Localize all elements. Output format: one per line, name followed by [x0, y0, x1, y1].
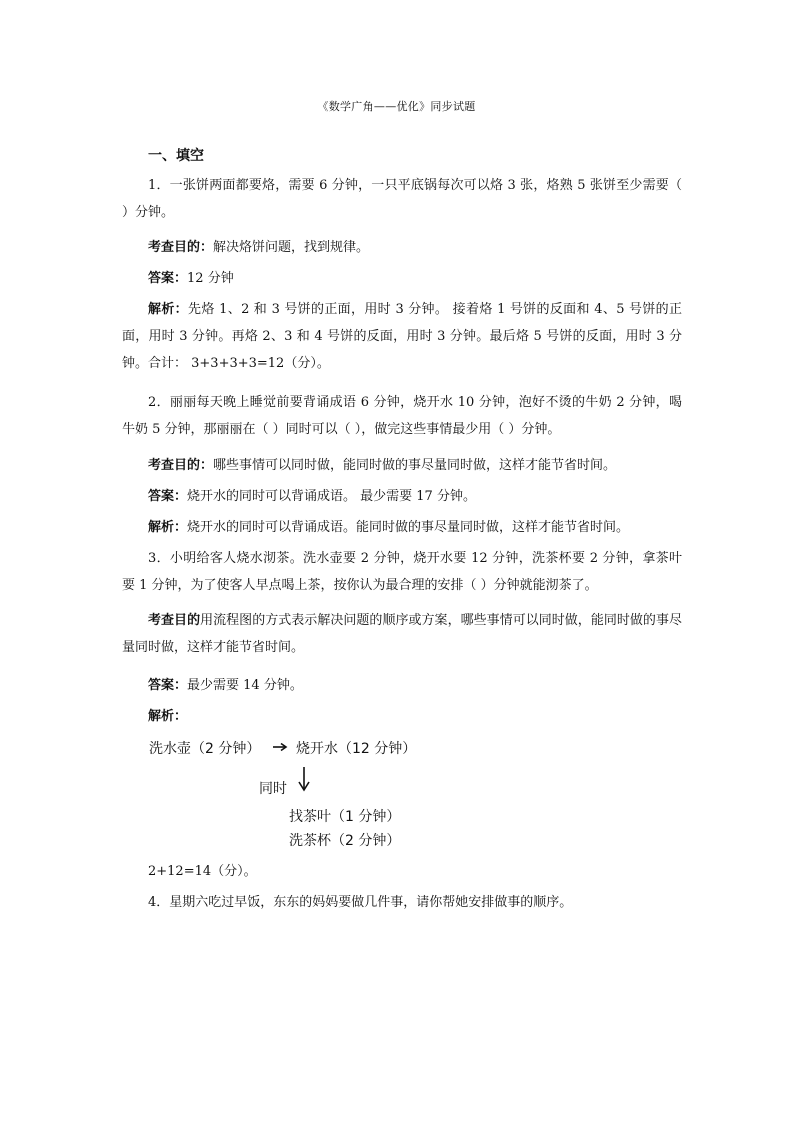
q1-analysis — [122, 296, 682, 377]
q1-answer-text: 12 分钟 — [187, 271, 234, 286]
q3-answer-label: 答案： — [148, 678, 188, 693]
q1-answer-label: 答案： — [148, 271, 188, 286]
q3-purpose-label: 考查目的 — [148, 613, 201, 628]
flow-simultaneous-label: 同时 — [259, 781, 287, 797]
flow-step-wash-kettle: 洗水壶（2 分钟） — [149, 741, 261, 757]
q1-answer — [148, 265, 234, 292]
q3-analysis-label-text: 解析： — [148, 709, 188, 724]
section-heading: 一、填空 — [148, 148, 204, 164]
down-arrow-icon — [297, 767, 311, 793]
q1-purpose-label: 考查目的： — [148, 240, 214, 255]
q2-purpose — [148, 452, 616, 479]
flow-task-find-tea: 找茶叶（1 分钟） — [289, 809, 401, 825]
q3-purpose-text: 用流程图的方式表示解决问题的顺序或方案，哪些事情可以同时做，能同时做的事尽量同时做，这样才能节省时间。 — [122, 613, 682, 655]
q2-answer — [148, 483, 476, 510]
q2-analysis-label: 解析： — [148, 520, 188, 535]
question-3: 3．小明给客人烧水沏茶。洗水壶要 2 分钟，烧开水要 12 分钟，洗茶杯要 2 分钟，拿茶叶要 1 分钟，为了使客人早点喝上茶，按你认为最合理的安排（ ）分钟就能沏茶了。 — [122, 551, 682, 593]
question-2: 2．丽丽每天晚上睡觉前要背诵成语 6 分钟，烧开水 10 分钟，泡好不烫的牛奶 2 分钟，喝牛奶 5 分钟，那丽丽在（ ）同时可以（ ），做完这些事情最少用（ ）分钟。 — [122, 395, 682, 437]
q2-purpose-label: 考查目的： — [148, 458, 214, 473]
right-arrow-icon — [273, 740, 289, 754]
q1-purpose-text: 解决烙饼问题，找到规律。 — [213, 240, 370, 255]
q3-answer — [148, 672, 303, 699]
q2-answer-label: 答案： — [148, 489, 188, 504]
q3-answer-text: 最少需要 14 分钟。 — [187, 678, 303, 693]
question-4: 4．星期六吃过早饭，东东的妈妈要做几件事，请你帮她安排做事的顺序。 — [148, 895, 573, 910]
q1-purpose — [148, 234, 369, 261]
flow-step-boil-water: 烧开水（12 分钟） — [296, 741, 417, 757]
page-title: 《数学广角——优化》同步试题 — [317, 100, 476, 113]
q2-purpose-text: 哪些事情可以同时做，能同时做的事尽量同时做，这样才能节省时间。 — [213, 458, 617, 473]
flow-task-wash-cups: 洗茶杯（2 分钟） — [289, 833, 401, 849]
q2-answer-text: 烧开水的同时可以背诵成语。 最少需要 17 分钟。 — [187, 489, 476, 504]
q3-calculation: 2+12=14（分）。 — [148, 864, 257, 879]
question-1: 1．一张饼两面都要烙，需要 6 分钟，一只平底锅每次可以烙 3 张，烙熟 5 张饼至少需要（ ）分钟。 — [122, 178, 682, 220]
q1-analysis-text: 先烙 1、2 和 3 号饼的正面，用时 3 分钟。 接着烙 1 号饼的反面和 4、5 号饼的正面，用时 3 分钟。再烙 2、3 和 4 号饼的反面，用时 3 分钟。最后烙 5 号饼的反面，用时 3 分钟。合计： 3+3+3+3=12（分）。 — [122, 302, 682, 371]
q3-purpose — [122, 607, 682, 661]
q2-analysis-text: 烧开水的同时可以背诵成语。能同时做的事尽量同时做，这样才能节省时间。 — [187, 520, 630, 535]
q3-analysis-label — [148, 703, 187, 730]
q2-analysis — [148, 514, 629, 541]
q1-analysis-label: 解析： — [148, 302, 188, 317]
